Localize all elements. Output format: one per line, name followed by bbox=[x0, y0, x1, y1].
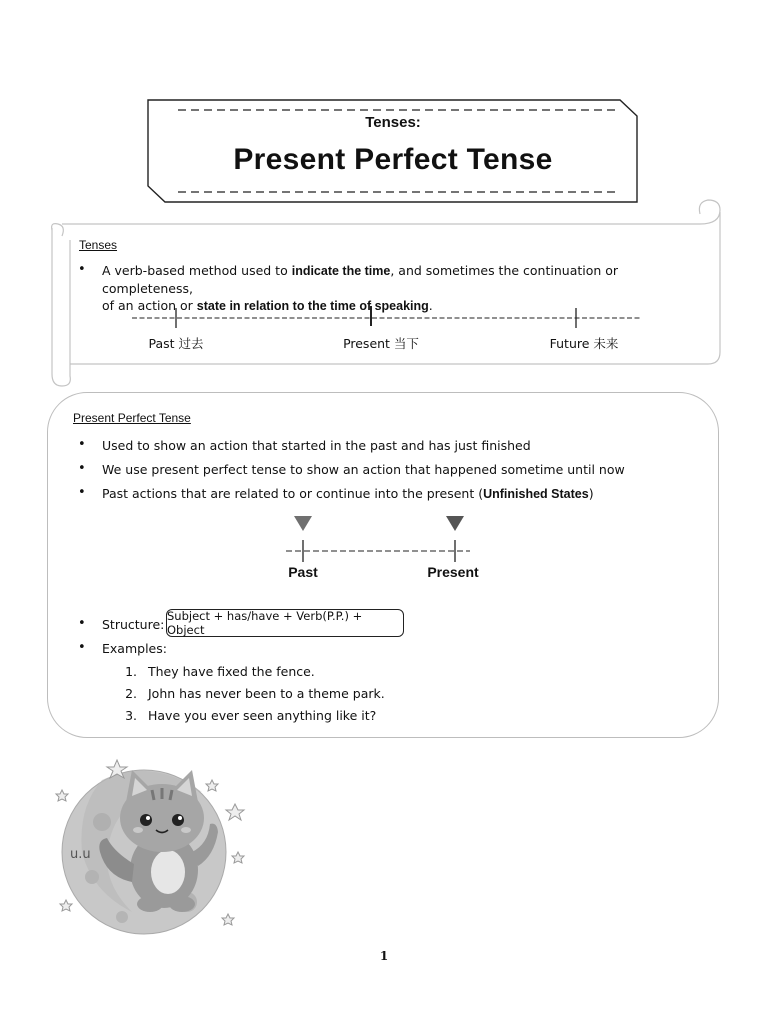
bullet-dot: • bbox=[78, 262, 86, 277]
present-perfect-label: Present Perfect Tense bbox=[73, 411, 191, 425]
past-present-diagram bbox=[280, 512, 480, 562]
page-number: 1 bbox=[379, 949, 389, 963]
present-marker-triangle bbox=[446, 516, 464, 531]
structure-formula-box bbox=[166, 609, 404, 637]
ppt-bullet-2: We use present perfect tense to show an action that happened sometime until now bbox=[102, 462, 625, 477]
example-number: 1. bbox=[125, 664, 137, 679]
tenses-definition: A verb-based method used to indicate the time, and sometimes the continuation or completeness, of an action or state in relation to the time of speaking. bbox=[102, 263, 619, 313]
bullet-dot: • bbox=[78, 616, 86, 631]
example-item: John has never been to a theme park. bbox=[148, 686, 385, 701]
structure-label: Structure: bbox=[102, 617, 165, 632]
structure-formula: Subject + has/have + Verb(P.P.) + Object bbox=[167, 609, 363, 637]
bullet-dot: • bbox=[78, 485, 86, 500]
timeline-past-label: Past 过去 bbox=[148, 336, 204, 351]
timeline-present-label: Present 当下 bbox=[343, 336, 419, 351]
tenses-label: Tenses bbox=[79, 238, 118, 252]
cat-moon-illustration bbox=[52, 752, 252, 942]
example-item: Have you ever seen anything like it? bbox=[148, 708, 377, 723]
bullet-dot: • bbox=[78, 437, 86, 452]
timeline-future-label: Future 未来 bbox=[549, 336, 619, 351]
examples-label: Examples: bbox=[102, 641, 167, 656]
bullet-dot: • bbox=[78, 461, 86, 476]
diagram-past-label: Past bbox=[288, 564, 318, 580]
past-marker-triangle bbox=[294, 516, 312, 531]
example-number: 2. bbox=[125, 686, 137, 701]
example-number: 3. bbox=[125, 708, 137, 723]
moon-face: u.u bbox=[70, 847, 91, 862]
example-item: They have fixed the fence. bbox=[148, 664, 315, 679]
page-title: Present Perfect Tense bbox=[233, 143, 553, 176]
ppt-bullet-1: Used to show an action that started in the past and has just finished bbox=[102, 438, 531, 453]
bullet-dot: • bbox=[78, 640, 86, 655]
banner-subtitle: Tenses: bbox=[365, 114, 421, 131]
diagram-present-label: Present bbox=[427, 564, 479, 580]
ppt-bullet-3: Past actions that are related to or continue into the present (Unfinished States) bbox=[102, 486, 594, 501]
